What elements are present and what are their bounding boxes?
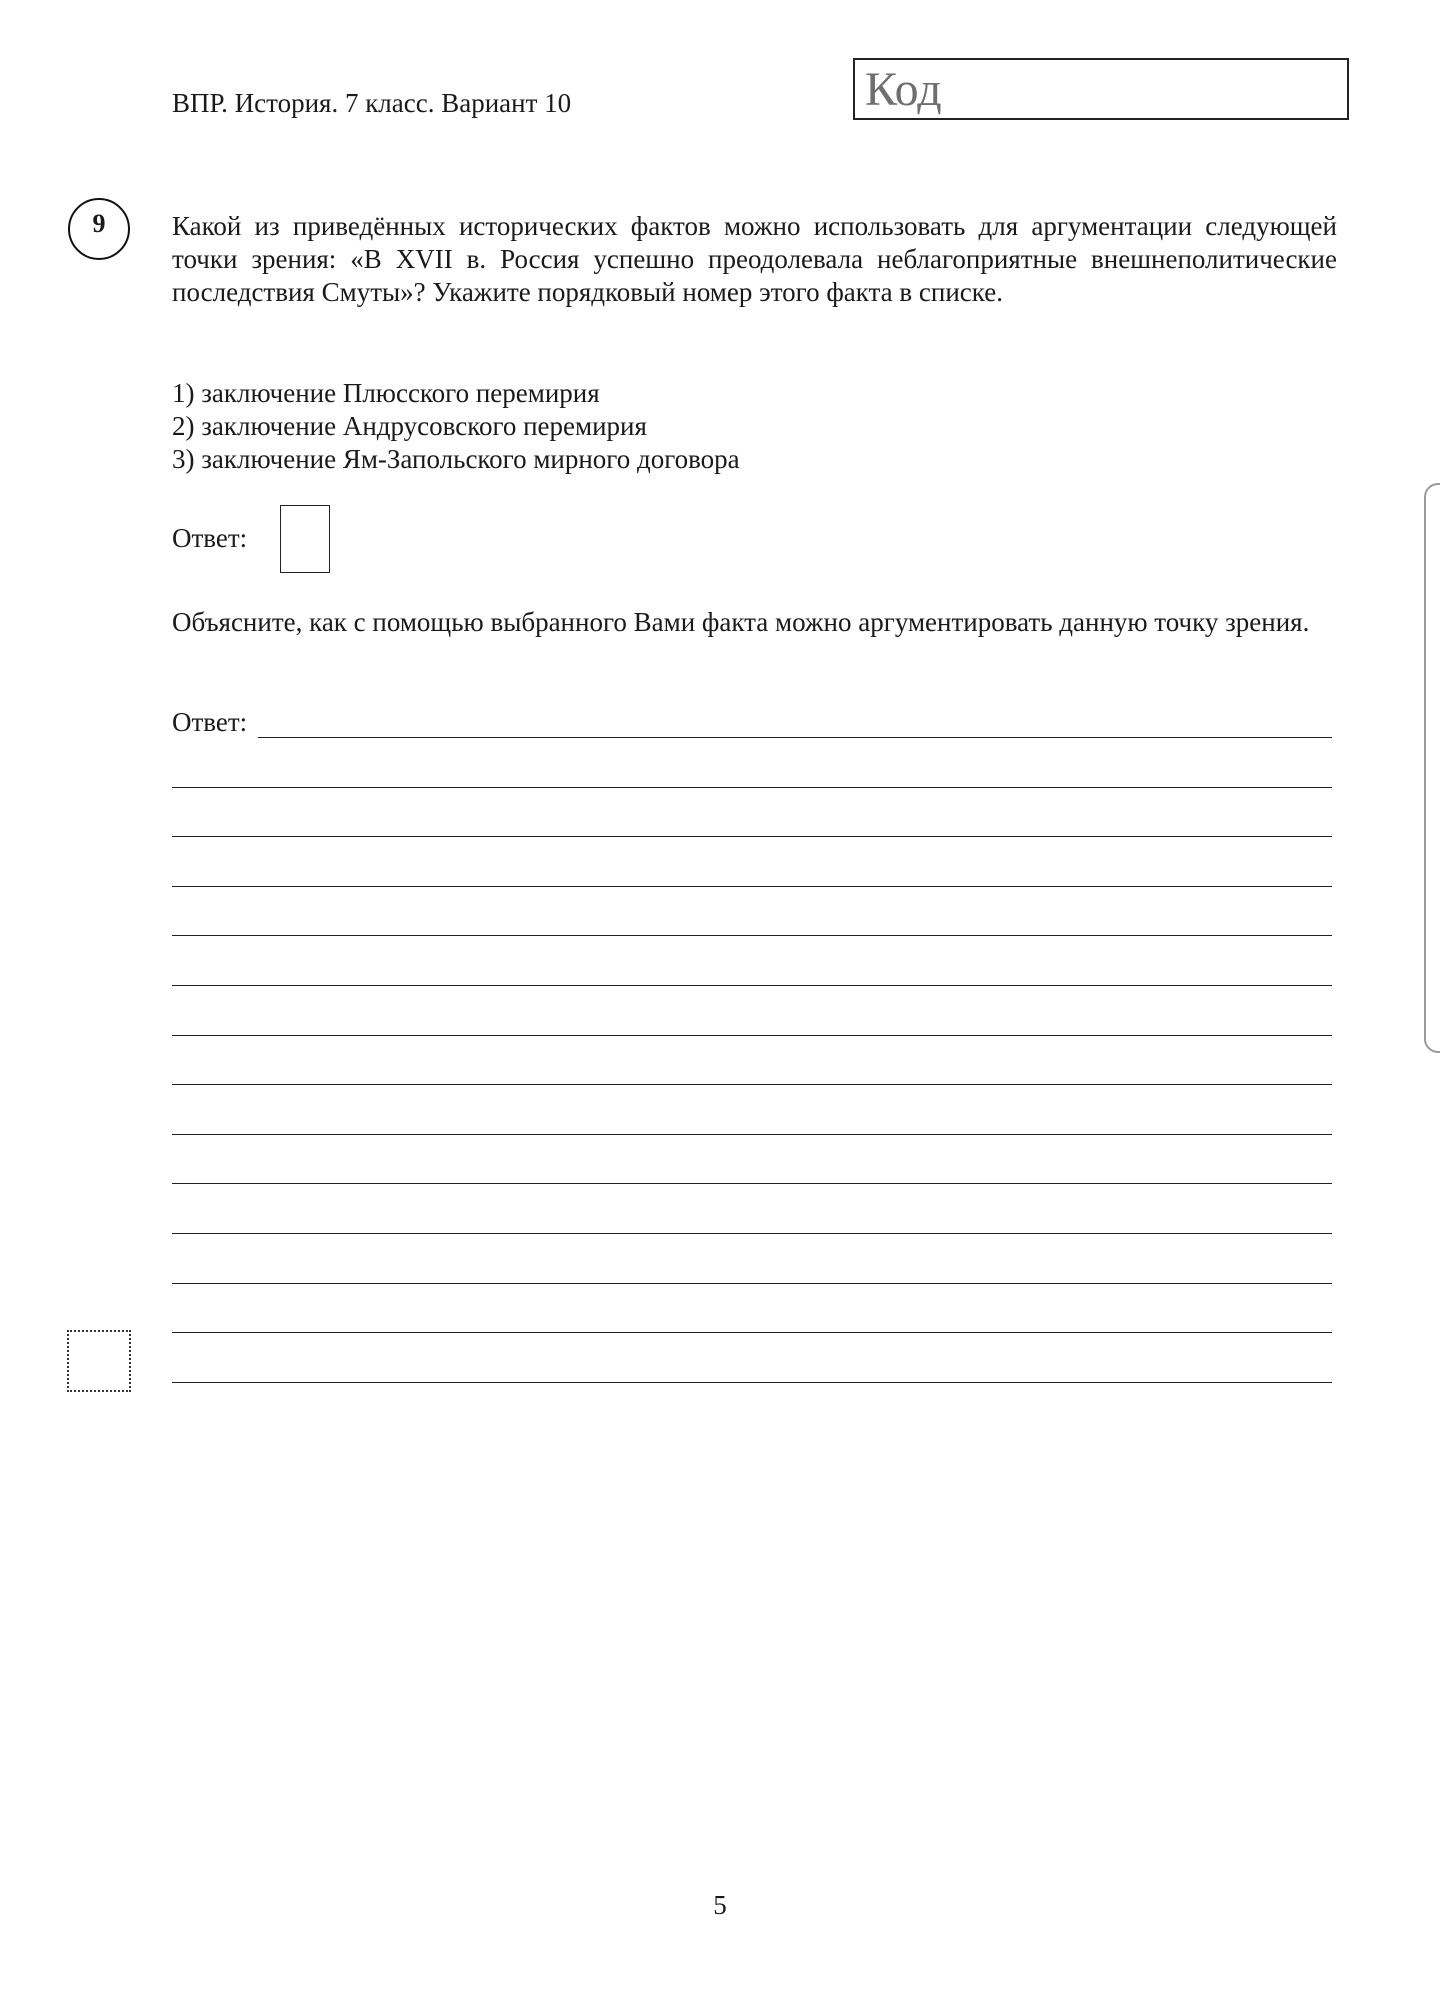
answer-line[interactable] <box>172 836 1332 837</box>
question-text: Какой из приведённых исторических фактов можно использовать для аргументации следующей точки зрения: «В XVII в. Россия успешно преодолевала неблагоприятные внешнеполитические последствия Смуты»? Укажите порядковый номер этого факта в списке. <box>172 211 1337 307</box>
answer-line[interactable] <box>172 1283 1332 1284</box>
answer-line[interactable] <box>258 737 1332 738</box>
options-list <box>172 377 740 476</box>
answer-line[interactable] <box>172 1035 1332 1036</box>
code-field[interactable] <box>853 58 1349 120</box>
answer-line[interactable] <box>172 985 1332 986</box>
extended-answer-label: Ответ: <box>172 707 248 737</box>
answer-line[interactable] <box>172 787 1332 788</box>
page-number: 5 <box>713 1890 727 1920</box>
option-item-2: 2) заключение Андрусовского перемирия <box>172 411 647 441</box>
side-tab <box>1424 483 1440 1053</box>
answer-line[interactable] <box>172 1183 1332 1184</box>
short-answer-box[interactable] <box>280 505 330 573</box>
answer-line[interactable] <box>172 886 1332 887</box>
task-number-badge: 9 <box>68 198 130 260</box>
answer-line[interactable] <box>172 1332 1332 1333</box>
answer-line[interactable] <box>172 1134 1332 1135</box>
answer-line[interactable] <box>172 1382 1332 1383</box>
score-box[interactable] <box>67 1330 131 1392</box>
code-label: Код <box>865 63 942 116</box>
short-answer-label: Ответ: <box>172 523 248 553</box>
header-title: ВПР. История. 7 класс. Вариант 10 <box>172 88 572 118</box>
answer-line[interactable] <box>172 1233 1332 1234</box>
answer-line[interactable] <box>172 1084 1332 1085</box>
option-item-1: 1) заключение Плюсского перемирия <box>172 378 600 408</box>
explain-prompt: Объясните, как с помощью выбранного Вами факта можно аргументировать данную точку зрения. <box>172 607 1310 637</box>
answer-line[interactable] <box>172 935 1332 936</box>
option-item-3: 3) заключение Ям-Запольского мирного договора <box>172 444 740 474</box>
